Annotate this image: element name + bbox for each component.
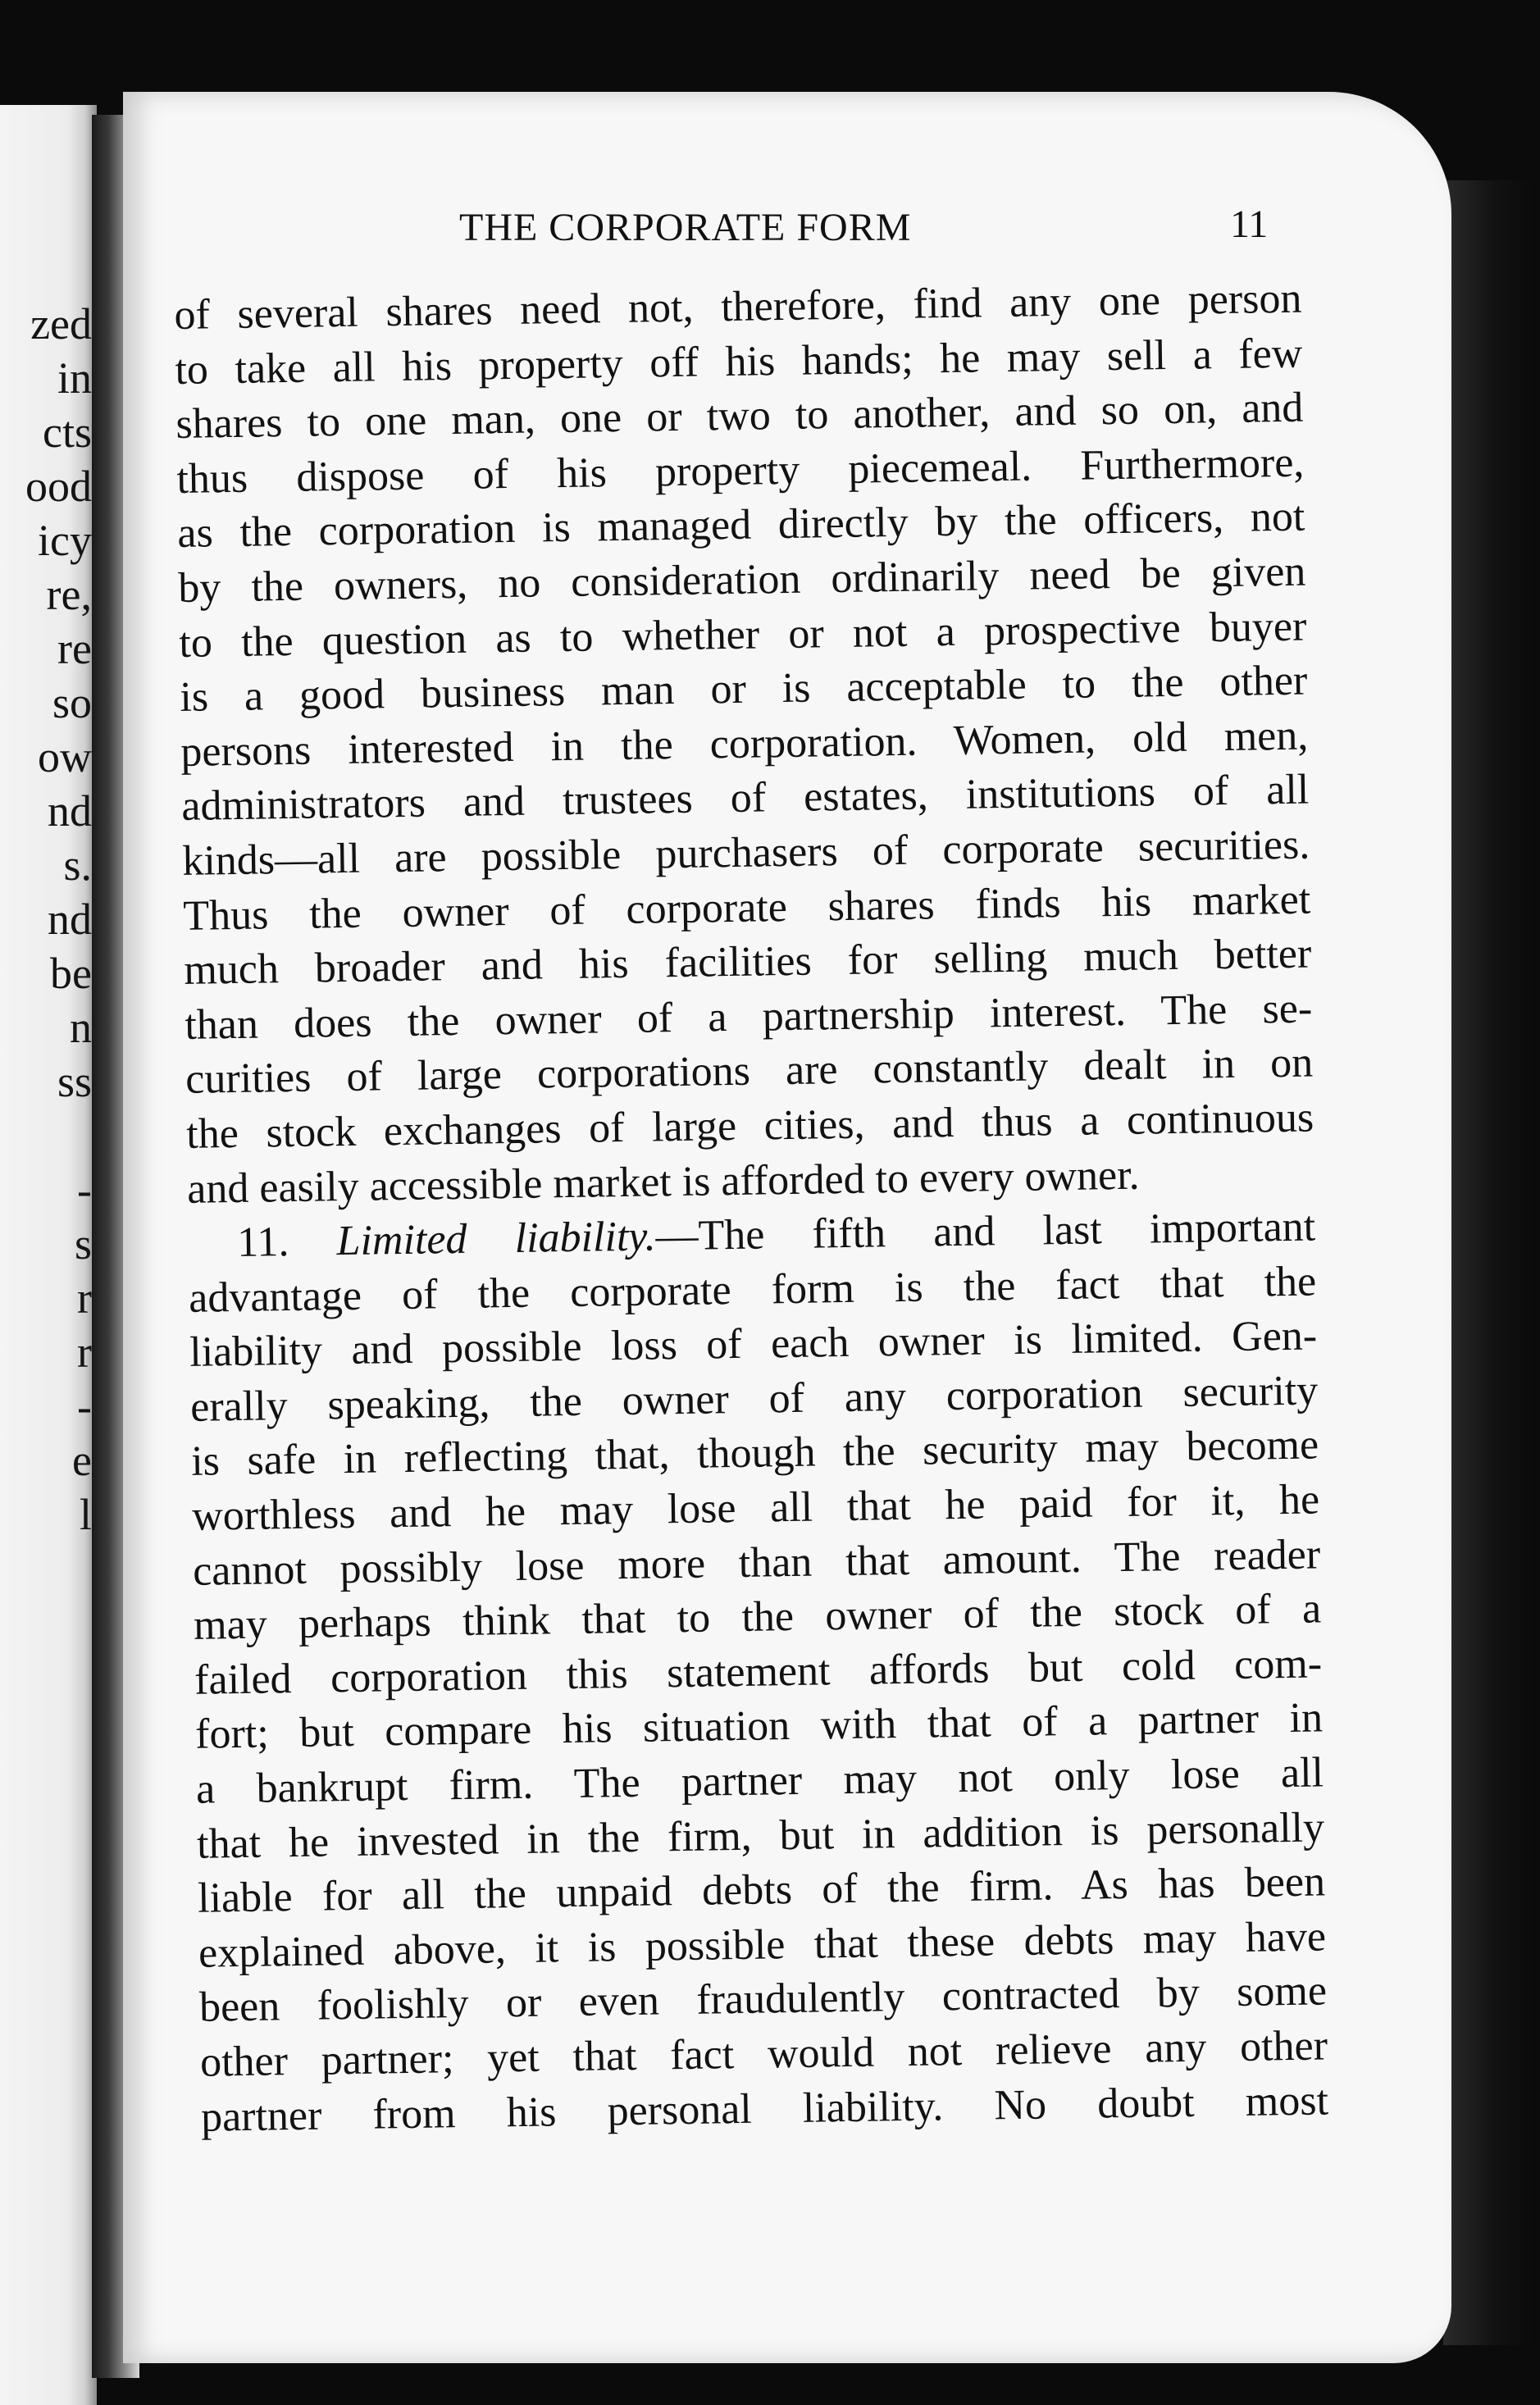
left-fragment: s — [74, 1219, 92, 1269]
text-line: thus dispose of his property piecemeal. Furthermore, — [176, 439, 1305, 503]
left-fragment: icy — [38, 516, 92, 565]
left-fragment: ow — [38, 732, 92, 781]
text-line: as the corporation is managed directly by the officers, not — [177, 493, 1305, 558]
text-line: a bankrupt firm. The partner may not only lose all — [195, 1749, 1324, 1813]
text-line: and easily accessible market is afforded to every owner. — [186, 1151, 1140, 1213]
text-line: administrators and trustees of estates, institutions of all — [180, 766, 1310, 831]
running-title: THE CORPORATE FORM — [459, 206, 912, 249]
left-fragment: so — [52, 678, 92, 727]
left-fragment: s. — [63, 840, 92, 890]
page-number: 11 — [1230, 203, 1269, 246]
text-line: the stock exchanges of large cities, and thus a continuous — [185, 1094, 1314, 1158]
text-line: fort; but compare his situation with that of a partner in — [194, 1694, 1324, 1759]
left-fragment: - — [77, 1165, 92, 1214]
text-line: explained above, it is possible that these debts may have — [198, 1913, 1327, 1977]
section-heading: Limited liability. — [336, 1213, 656, 1265]
text-line: of several shares need not, therefore, find any one person — [174, 275, 1302, 339]
text-line: to take all his property off his hands; he may sell a few — [175, 330, 1303, 394]
text-line: kinds—all are possible purchasers of corporate securities. — [181, 821, 1310, 885]
text-line: is safe in reflecting that, though the security may become — [190, 1421, 1319, 1486]
left-fragment: be — [50, 949, 92, 998]
text-line: failed corporation this statement affords but cold com- — [194, 1640, 1323, 1704]
left-fragment: r — [77, 1273, 92, 1323]
left-fragment: ood — [25, 462, 92, 511]
text-line: other partner; yet that fact would not relieve any other — [199, 2022, 1328, 2086]
text-line: persons interested in the corporation. Women, old men, — [180, 712, 1309, 776]
left-fragment: in — [57, 353, 92, 403]
text-line: curities of large corporations are constantly dealt in on — [185, 1039, 1314, 1104]
left-fragment: cts — [43, 408, 92, 457]
text-line: that he invested in the firm, but in addition is personally — [196, 1804, 1325, 1868]
text-line: liable for all the unpaid debts of the firm. As has been — [197, 1858, 1326, 1922]
left-fragment: e — [72, 1436, 92, 1485]
text-line: is a good business man or is acceptable to the other — [179, 657, 1308, 722]
text-line: partner from his personal liability. No doubt most — [200, 2076, 1329, 2141]
left-fragment: re, — [46, 570, 92, 619]
left-fragment: zed — [30, 299, 92, 348]
left-fragment: - — [77, 1382, 92, 1431]
text-line: may perhaps think that to the owner of the stock of a — [193, 1585, 1322, 1650]
text-line: shares to one man, one or two to another, and so on, and — [175, 384, 1304, 449]
page-body — [174, 272, 1328, 2145]
text-line: Thus the owner of corporate shares finds his market — [182, 876, 1311, 940]
left-fragment: re — [57, 624, 92, 673]
left-fragment: n — [70, 1003, 92, 1052]
text-line: been foolishly or even fraudulently contracted by some — [198, 1967, 1328, 2032]
text-line: liability and possible loss of each owner is limited. Gen- — [189, 1312, 1318, 1377]
left-fragment: ss — [57, 1057, 92, 1106]
text-line: advantage of the corporate form is the fact that the — [188, 1258, 1317, 1322]
text-line: erally speaking, the owner of any corporation security — [189, 1367, 1319, 1431]
text-line: by the owners, no consideration ordinarily need be given — [177, 548, 1306, 612]
page-stack-edge — [1443, 180, 1533, 2345]
text-line: worthless and he may lose all that he paid for it, he — [191, 1476, 1320, 1540]
section-number: 11. — [236, 1218, 289, 1267]
left-fragment: l — [79, 1490, 92, 1539]
left-fragment: nd — [48, 786, 92, 836]
text-line: much broader and his facilities for selling much better — [183, 930, 1312, 995]
left-fragment: r — [77, 1328, 92, 1377]
section-first-line: —The fifth and last important — [655, 1203, 1316, 1260]
previous-page-edge — [0, 105, 97, 2405]
text-line: cannot possibly lose more than that amount. The reader — [192, 1531, 1321, 1595]
text-line: to the question as to whether or not a prospective buyer — [178, 603, 1307, 667]
left-fragment: nd — [48, 895, 92, 944]
text-line: than does the owner of a partnership interest. The se- — [184, 985, 1313, 1049]
